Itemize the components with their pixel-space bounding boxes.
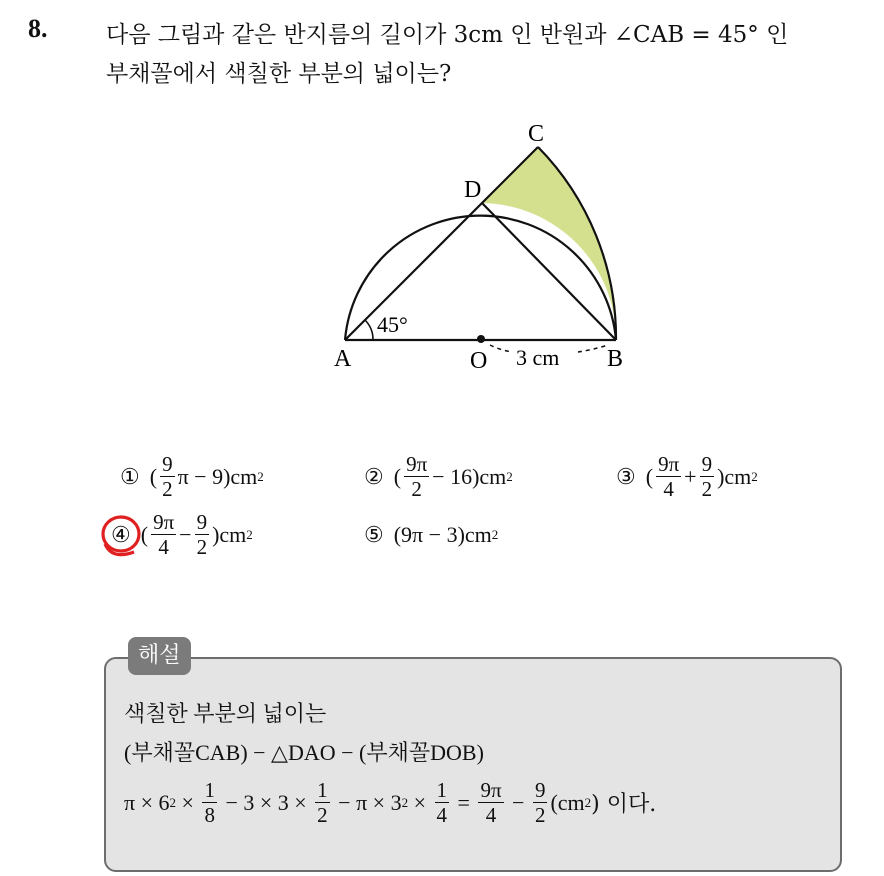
angle-arc <box>365 320 373 340</box>
angle-label: 45° <box>377 312 408 337</box>
fraction: $\frac{9}{2}$ <box>534 778 546 827</box>
option-1-number: ① <box>120 463 140 489</box>
option-2-number: ② <box>364 463 384 489</box>
radius-dimension-left <box>490 345 512 352</box>
label-D: D <box>464 177 482 203</box>
radius-label: 3 cm <box>516 345 560 370</box>
option-5-number: ⑤ <box>364 522 384 547</box>
explanation-line-1: 색칠한 부분의 넓이는 <box>124 701 327 726</box>
fraction: $\frac{9\pi}{4}$ <box>153 510 175 559</box>
fraction: $\frac{1}{2}$ <box>317 778 328 827</box>
option-1[interactable]: ① ( $\frac{9}{2}$ π − 9)cm 2 <box>120 452 264 501</box>
fraction: $\frac{9\pi}{4}$ <box>480 778 502 827</box>
fraction: $\frac{9\pi}{4}$ <box>658 452 680 501</box>
label-O: O <box>470 348 488 374</box>
fraction: $\frac{1}{4}$ <box>436 778 448 827</box>
option-4-number: ④ <box>111 521 131 547</box>
label-B: B <box>607 346 624 372</box>
explanation-line-3: π × 6 2 × $\frac{1}{8}$ − 3 × 3 × $\frac{1}{2}$ − π × 3 2 × $\frac{1}{4}$ = $\frac{9\pi}{4}$ − $\frac{9}{2}$ (cm 2 ) 이다. <box>124 778 657 827</box>
option-3[interactable]: ③ ( $\frac{9\pi}{4}$ + $\frac{9}{2}$ )cm 2 <box>616 452 758 501</box>
option-2[interactable]: ② ( $\frac{9\pi}{2}$ − 16)cm 2 <box>364 452 513 501</box>
fraction: $\frac{9}{2}$ <box>162 452 173 501</box>
label-C: C <box>528 121 545 147</box>
explanation-line-2: (부채꼴CAB) − △DAO − (부채꼴DOB) <box>124 740 484 765</box>
option-5[interactable]: ⑤ (9π − 3)cm 2 <box>364 522 499 547</box>
shaded-region <box>482 147 616 340</box>
fraction: $\frac{9}{2}$ <box>196 510 208 559</box>
fraction: $\frac{9}{2}$ <box>701 452 713 501</box>
option-4[interactable]: ④ ( $\frac{9\pi}{4}$ − $\frac{9}{2}$ )cm 2 <box>111 510 253 559</box>
segment-DB <box>482 203 616 340</box>
segment-AC <box>345 147 538 340</box>
explanation-tag: 해설 <box>128 637 191 675</box>
option-3-number: ③ <box>616 463 636 489</box>
question-number: 8. <box>28 14 48 43</box>
question-line-1: 다음 그림과 같은 반지름의 길이가 3cm 인 반원과 ∠CAB = 45° 인 <box>106 22 789 48</box>
radius-dimension-right <box>578 345 608 352</box>
center-point-O <box>477 335 485 343</box>
label-A: A <box>334 346 352 372</box>
fraction: $\frac{1}{8}$ <box>204 778 215 827</box>
fraction: $\frac{9\pi}{2}$ <box>406 452 428 501</box>
question-line-2: 부채꼴에서 색칠한 부분의 넓이는? <box>106 61 452 87</box>
